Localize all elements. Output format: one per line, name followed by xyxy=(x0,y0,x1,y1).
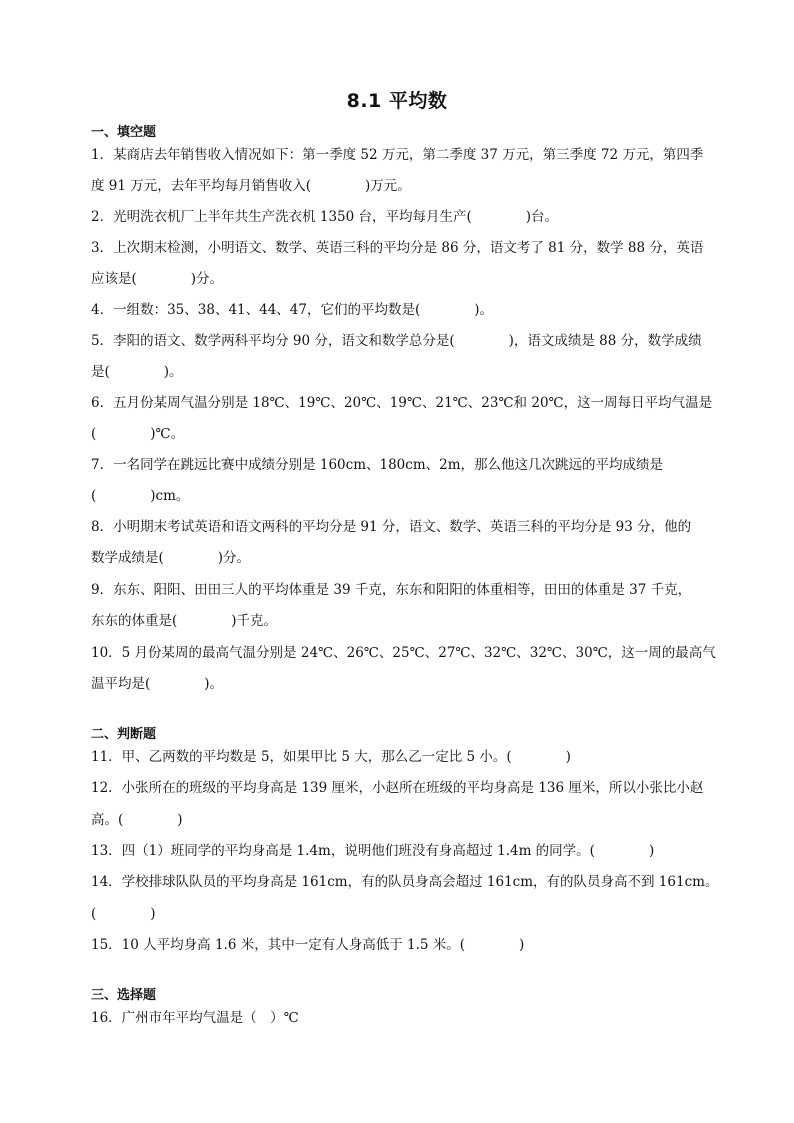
question-6-line-1: 6．五月份某周气温分别是 18℃、19℃、20℃、19℃、21℃、23℃和 20℃，这一周每日平均气温是 xyxy=(91,395,713,411)
section-fill-in-blank: 一、填空题 xyxy=(91,125,157,140)
question-10-line-1: 10．5 月份某周的最高气温分别是 24℃、26℃、25℃、27℃、32℃、32℃、30℃，这一周的最高气 xyxy=(91,645,716,661)
question-12-line-1: 12．小张所在的班级的平均身高是 139 厘米，小赵所在班级的平均身高是 136 厘米，所以小张比小赵 xyxy=(91,780,704,796)
question-7-line-2: ( )cm。 xyxy=(91,488,190,504)
question-14-line-2: ( ) xyxy=(91,906,156,922)
question-9-line-1: 9．东东、阳阳、田田三人的平均体重是 39 千克，东东和阳阳的体重相等，田田的体重是 37 千克， xyxy=(91,582,692,598)
question-5-line-1: 5．李阳的语文、数学两科平均分 90 分，语文和数学总分是( )，语文成绩是 88 分，数学成绩 xyxy=(91,333,702,349)
question-8-line-2: 数学成绩是( )分。 xyxy=(91,550,251,566)
question-15-line-1: 15．10 人平均身高 1.6 米，其中一定有人身高低于 1.5 米。( ) xyxy=(91,937,525,953)
question-4-line-1: 4．一组数：35、38、41、44、47，它们的平均数是( )。 xyxy=(91,302,494,318)
question-10-line-2: 温平均是( )。 xyxy=(91,676,224,692)
question-2-line-1: 2．光明洗衣机厂上半年共生产洗衣机 1350 台，平均每月生产( )台。 xyxy=(91,209,559,225)
question-8-line-1: 8．小明期末考试英语和语文两科的平均分是 91 分，语文、数学、英语三科的平均分是 93 分，他的 xyxy=(91,519,692,535)
question-3-line-2: 应该是( )分。 xyxy=(91,271,224,287)
section-true-false: 二、判断题 xyxy=(91,727,157,742)
question-1-line-1: 1．某商店去年销售收入情况如下：第一季度 52 万元，第二季度 37 万元，第三季度 72 万元，第四季 xyxy=(91,147,704,163)
section-multiple-choice: 三、选择题 xyxy=(91,988,157,1003)
question-7-line-1: 7．一名同学在跳远比赛中成绩分别是 160cm、180cm、2m，那么他这几次跳远的平均成绩是 xyxy=(91,457,664,473)
question-6-line-2: ( )℃。 xyxy=(91,426,185,442)
question-11-line-1: 11．甲、乙两数的平均数是 5，如果甲比 5 大，那么乙一定比 5 小。( ) xyxy=(91,749,571,765)
question-16-line-1: 16．广州市年平均气温是（ ）℃ xyxy=(91,1010,299,1026)
question-13-line-1: 13．四（1）班同学的平均身高是 1.4m，说明他们班没有身高超过 1.4m 的同学。( ) xyxy=(91,843,655,859)
question-1-line-2: 度 91 万元，去年平均每月销售收入( )万元。 xyxy=(91,178,411,194)
page-title: 8.1 平均数 xyxy=(346,90,448,112)
question-5-line-2: 是( )。 xyxy=(91,364,183,380)
question-14-line-1: 14．学校排球队队员的平均身高是 161cm，有的队员身高会超过 161cm，有的队员身高不到 161cm。 xyxy=(91,874,719,890)
question-12-line-2: 高。( ) xyxy=(91,812,183,828)
question-9-line-2: 东东的体重是( )千克。 xyxy=(91,613,278,629)
question-3-line-1: 3．上次期末检测，小明语文、数学、英语三科的平均分是 86 分，语文考了 81 分，数学 88 分，英语 xyxy=(91,240,704,256)
